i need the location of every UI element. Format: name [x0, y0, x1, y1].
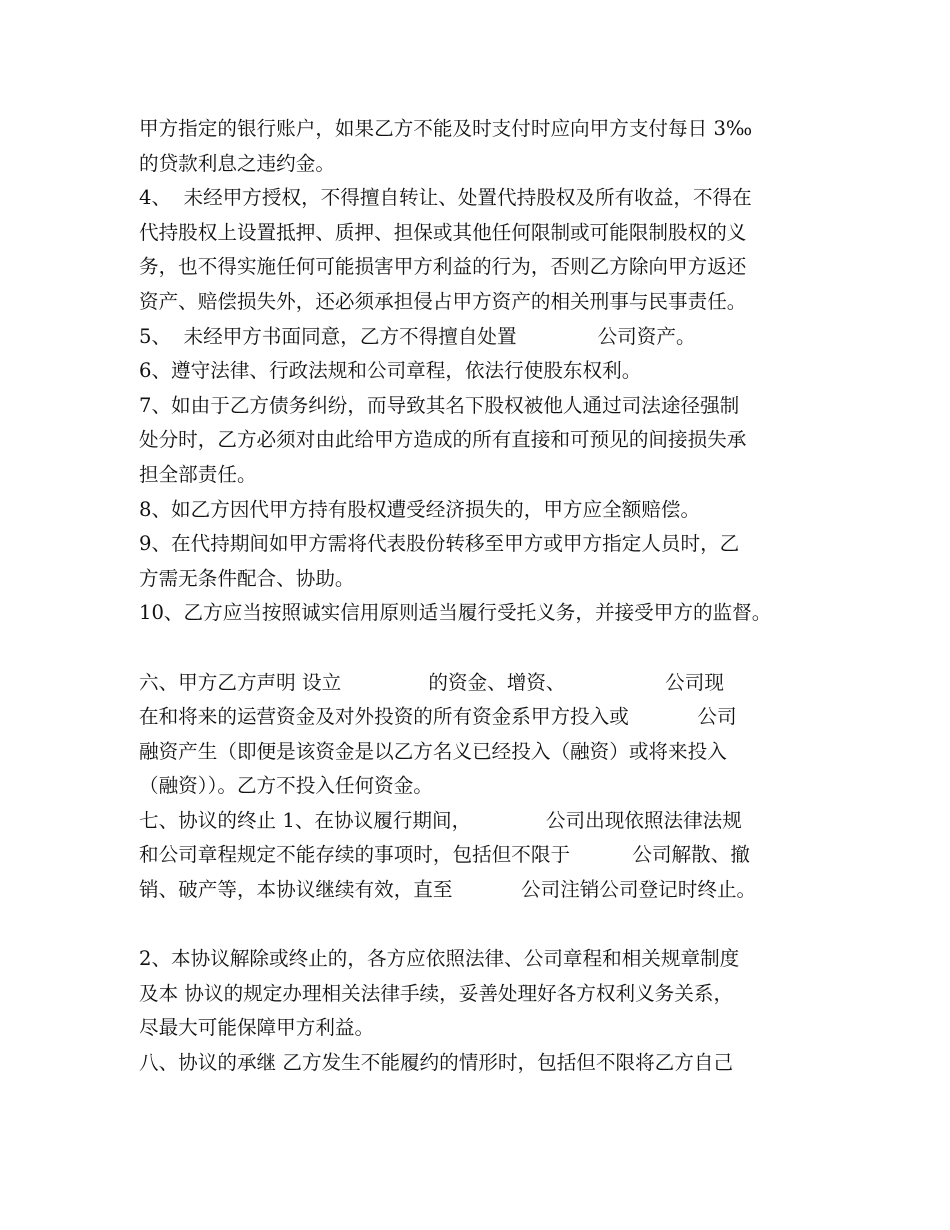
blank-line — [139, 631, 839, 666]
text-line: 务，也不得实施任何可能损害甲方利益的行为，否则乙方除向甲方返还 — [139, 255, 747, 279]
text-line: 担全部责任。 — [139, 462, 257, 486]
text-line: 销、破产等，本协议继续有效，直至 公司注销公司登记时终止。 — [139, 878, 757, 902]
clause-5: 5、 未经甲方书面同意，乙方不得擅自处置 公司资产。 — [139, 324, 696, 348]
text-line: 甲方指定的银行账户，如果乙方不能及时支付时应向甲方支付每日 3‰ — [139, 117, 753, 140]
blank-line — [139, 908, 839, 943]
text-line: 方需无条件配合、协助。 — [139, 566, 355, 590]
clause-8: 8、如乙方因代甲方持有股权遭受经济损失的，甲方应全额赔偿。 — [139, 497, 701, 521]
clause-4: 4、 未经甲方授权，不得擅自转让、处置代持股权及所有收益，不得在 — [139, 186, 752, 210]
text-line: 的贷款利息之违约金。 — [139, 151, 335, 175]
text-line: 和公司章程规定不能存续的事项时，包括但不限于 公司解散、撤 — [139, 843, 750, 867]
text-line: 在和将来的运营资金及对外投资的所有资金系甲方投入或 公司 — [139, 705, 737, 729]
clause-7: 7、如由于乙方债务纠纷，而导致其名下股权被他人通过司法途径强制 — [139, 393, 740, 417]
text-line: 处分时，乙方必须对由此给甲方造成的所有直接和可预见的间接损失承 — [139, 428, 747, 452]
text-line: （融资））。乙方不投入任何资金。 — [139, 774, 433, 798]
section-7-heading: 七、协议的终止 1、在协议履行期间， 公司出现依照法律法规 — [139, 808, 742, 832]
section-8-heading: 八、协议的承继 乙方发生不能履约的情形时，包括但不限将乙方自己 — [139, 1051, 734, 1075]
section-7-clause-2: 2、本协议解除或终止的，各方应依照法律、公司章程和相关规章制度 — [139, 947, 740, 971]
text-line: 尽最大可能保障甲方利益。 — [139, 1016, 375, 1040]
text-line: 资产、赔偿损失外，还必须承担侵占甲方资产的相关刑事与民事责任。 — [139, 289, 747, 313]
document-body — [139, 112, 839, 1081]
clause-6: 6、遵守法律、行政法规和公司章程，依法行使股东权利。 — [139, 359, 642, 383]
text-line: 及本 协议的规定办理相关法律手续，妥善处理好各方权利义务关系， — [139, 981, 734, 1005]
section-6-heading: 六、甲方乙方声明 设立 的资金、增资、 公司现 — [139, 670, 724, 694]
text-line: 融资产生（即便是该资金是以乙方名义已经投入（融资）或将来投入 — [139, 739, 727, 763]
clause-9: 9、在代持期间如甲方需将代表股份转移至甲方或甲方指定人员时，乙 — [139, 532, 740, 556]
text-line: 代持股权上设置抵押、质押、担保或其他任何限制或可能限制股权的义 — [139, 220, 747, 244]
clause-10: 10、乙方应当按照诚实信用原则适当履行受托义务，并接受甲方的监督。 — [139, 601, 772, 625]
